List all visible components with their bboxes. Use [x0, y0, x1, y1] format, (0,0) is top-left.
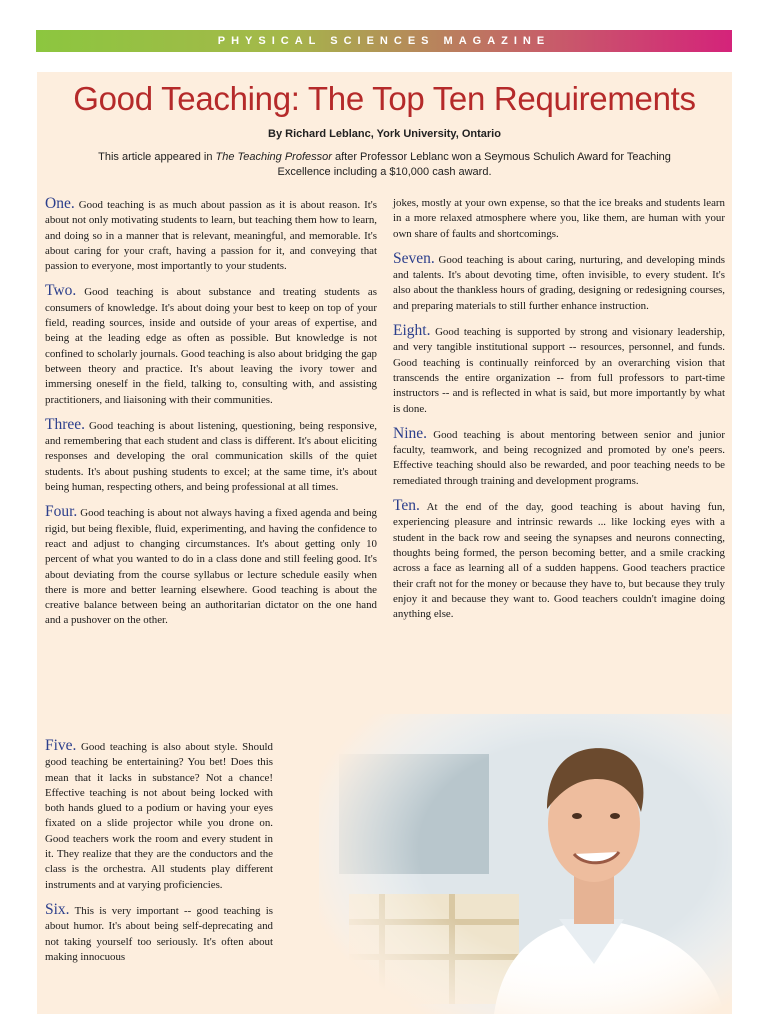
list-item: [393, 426, 725, 489]
item-lead: Eight.: [393, 322, 431, 340]
list-item: [45, 283, 377, 407]
item-text: Good teaching is as much about passion as it is about reason. It's about not only motivating students to learn, but teaching them how to learn, and doing so in a manner that is relevant, meaningful, and memorable. It's about caring for your craft, having a passion for it, and conveying that passion to everyone, most importantly to your students.: [45, 199, 377, 273]
item-text: Good teaching is about not always having a fixed agenda and being rigid, but being flexible, fluid, experimenting, and having the confidence to react and adjust to changing circumstances. It's about getting only 10 percent of what you wanted to do in a class done and still feeling good. It's about deviating from the course syllabus or lecture schedule easily when there is more and better learning elsewhere. Good teaching is about the creative balance between being an authoritarian dictator on the one hand and a pushover on the other.: [45, 507, 377, 627]
item-text: At the end of the day, good teaching is about having fun, experiencing pleasure and intrinsic rewards ... like locking eyes with a student in the back row and seeing the synapses and neurons connecting, thoughts being formed, the person becoming better, and a smile cracking across a face as learning all of a sudden happens. Good teachers practice their craft not for the money or because they have to, but because they truly enjoy it and because they want to. Good teachers couldn't imagine doing anything else.: [393, 501, 725, 621]
item-lead: Ten.: [393, 497, 420, 515]
list-item: [393, 323, 725, 417]
item-lead: Four.: [45, 503, 78, 521]
article-byline: By Richard Leblanc, York University, Ontario: [268, 128, 501, 140]
item-text: This is very important -- good teaching is about humor. It's about being self-deprecating and not taking yourself too seriously. It's often about making innocuous: [45, 904, 273, 963]
list-item: [45, 504, 377, 628]
item-text: Good teaching is also about style. Should good teaching be entertaining? You bet! Does this mean that it lacks in substance? Not a chance! Effective teaching is not about being locked with both hands glued to a podium or having your eyes fixated on a slide projector while you drone on. Good teachers work the room and every student in it. They realize that they are the conductors and the class is the orchestra. All students play different instruments and at varying proficiencies.: [45, 741, 273, 891]
article-note: [77, 150, 692, 180]
item-text: Good teaching is supported by strong and visionary leadership, and very tangible institutional support -- resources, personnel, and funds. Good teaching is continually reinforced by an overarching vision that transcends the entire organization -- from full professors to part-time instructors -- and is reflected in what is said, but more importantly by what is done.: [393, 326, 725, 415]
item-lead: Two.: [45, 282, 77, 300]
article-column-left: [45, 196, 377, 638]
item-lead: Six.: [45, 900, 70, 918]
list-item: [45, 902, 273, 965]
item-lead: Five.: [45, 737, 77, 754]
item-text: Good teaching is about caring, nurturing, and developing minds and talents. It's about devoting time, often invisible, to every student. It's also about the thankless hours of grading, designing or redesigning courses, and preparing materials to still further enhance instruction.: [393, 253, 725, 312]
note-suffix: after Professor Leblanc won a Seymous Schulich Award for Teaching Excellence including a $10,000 cash award.: [277, 151, 671, 178]
item-text: Good teaching is about substance and treating students as consumers of knowledge. It's about doing your best to keep on top of your field, reading sources, inside and outside of your areas of expertise, and being at the leading edge as often as possible. But knowledge is not confined to scholarly journals. Good teaching is also about bridging the gap between theory and practice. It's about leaving the ivory tower and immersing oneself in the field, talking to, consulting with, and assisting practitioners, and liaisoning with their communities.: [45, 286, 377, 406]
item-text: jokes, mostly at your own expense, so that the ice breaks and students learn in a more relaxed atmosphere where you, like them, are human with your own share of faults and shortcomings.: [393, 197, 725, 240]
item-lead: Nine.: [393, 424, 428, 442]
list-item: [393, 251, 725, 314]
magazine-banner: PHYSICAL SCIENCES MAGAZINE: [36, 30, 732, 52]
item-lead: Three.: [45, 415, 86, 433]
item-text: Good teaching is about mentoring between senior and junior faculty, teamwork, and being recognized and promoted by one's peers. Effective teaching should also be rewarded, and poor teaching needs to be remediated through training and development programs.: [393, 428, 725, 487]
teacher-photo-illustration: [319, 714, 732, 1014]
article-column-right: [393, 196, 725, 631]
item-lead: One.: [45, 195, 75, 212]
list-item: [45, 417, 377, 495]
item-lead: Seven.: [393, 249, 435, 267]
note-prefix: This article appeared in: [98, 151, 216, 163]
article-column-left-lower: [45, 738, 273, 974]
note-publication: The Teaching Professor: [215, 151, 332, 163]
teacher-photo: [319, 714, 732, 1014]
item-text: Good teaching is about listening, questioning, being responsive, and remembering that each student and class is different. It's about eliciting responses and developing the oral communication skills of the quiet students. It's about pushing students to excel; at the same time, it's about being human, respecting others, and being professional at all times.: [45, 419, 377, 494]
article-title: Good Teaching: The Top Ten Requirements: [73, 80, 696, 117]
list-item: [45, 738, 273, 893]
list-item: [45, 196, 377, 274]
list-item: [393, 196, 725, 242]
list-item: [393, 498, 725, 622]
